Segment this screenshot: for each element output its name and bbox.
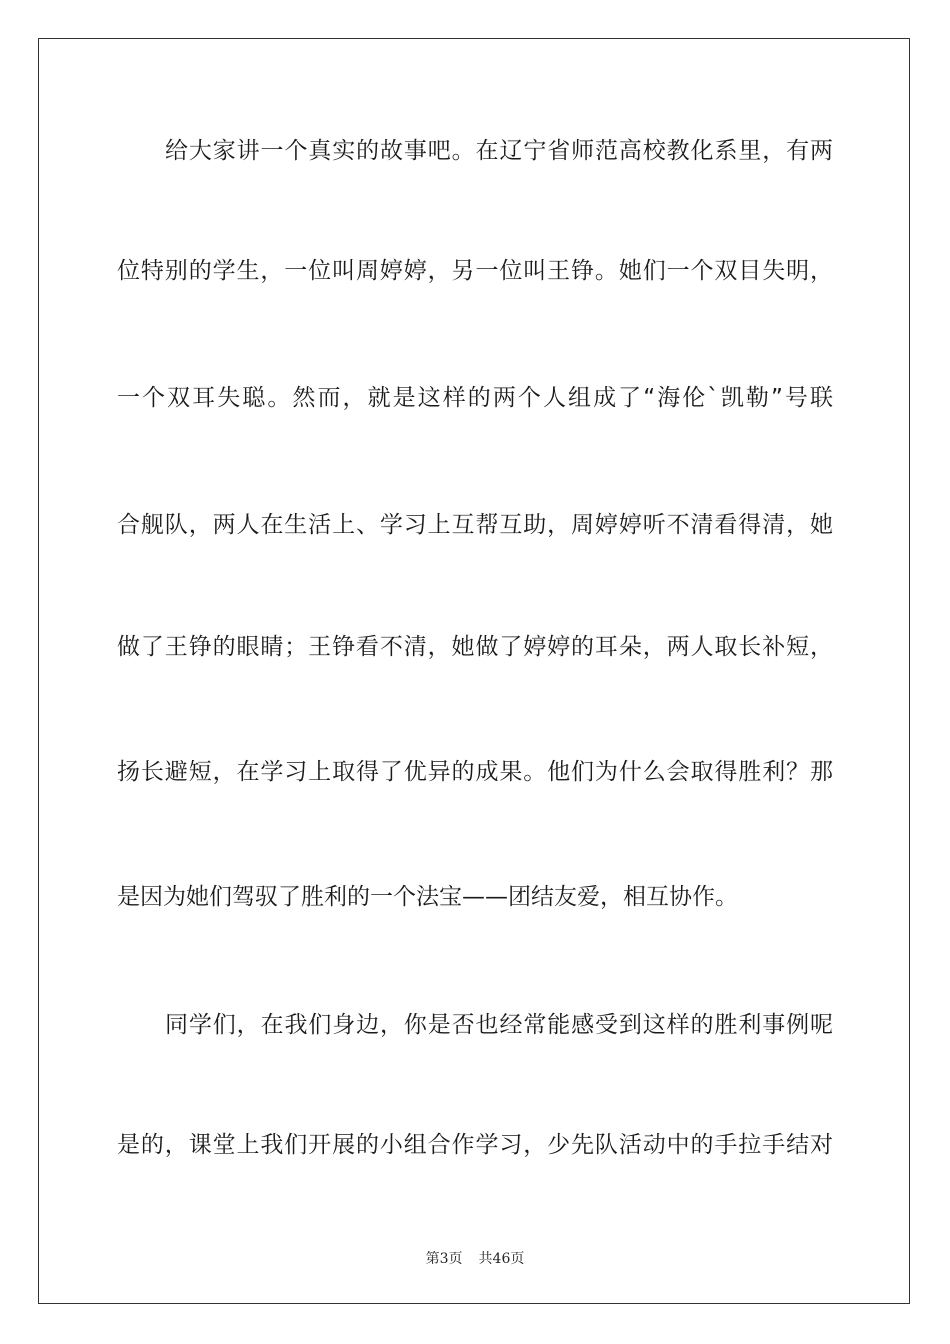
paragraph-line-9: 是的，课堂上我们开展的小组合作学习，少先队活动中的手拉手结对 [117,1132,833,1158]
page-footer [0,1248,950,1268]
page-number: 第3页 [425,1251,463,1267]
paragraph-line-2: 位特别的学生，一位叫周婷婷，另一位叫王铮。她们一个双目失明， [117,258,833,284]
page-total: 共46页 [478,1251,525,1267]
paragraph-line-5: 做了王铮的眼睛；王铮看不清，她做了婷婷的耳朵，两人取长补短， [117,634,833,660]
paragraph-line-8: 同学们，在我们身边，你是否也经常能感受到这样的胜利事例呢 [165,1012,833,1038]
paragraph-line-7: 是因为她们驾驭了胜利的一个法宝——团结友爱，相互协作。 [117,884,738,910]
paragraph-line-3: 一个双耳失聪。然而，就是这样的两个人组成了“海伦`凯勒”号联 [117,385,833,411]
paragraph-line-4: 合舰队，两人在生活上、学习上互帮互助，周婷婷听不清看得清，她 [117,512,833,538]
paragraph-line-1: 给大家讲一个真实的故事吧。在辽宁省师范高校教化系里，有两 [165,138,833,164]
page-border [38,38,910,1304]
paragraph-line-6: 扬长避短，在学习上取得了优异的成果。他们为什么会取得胜利？那 [117,759,833,785]
